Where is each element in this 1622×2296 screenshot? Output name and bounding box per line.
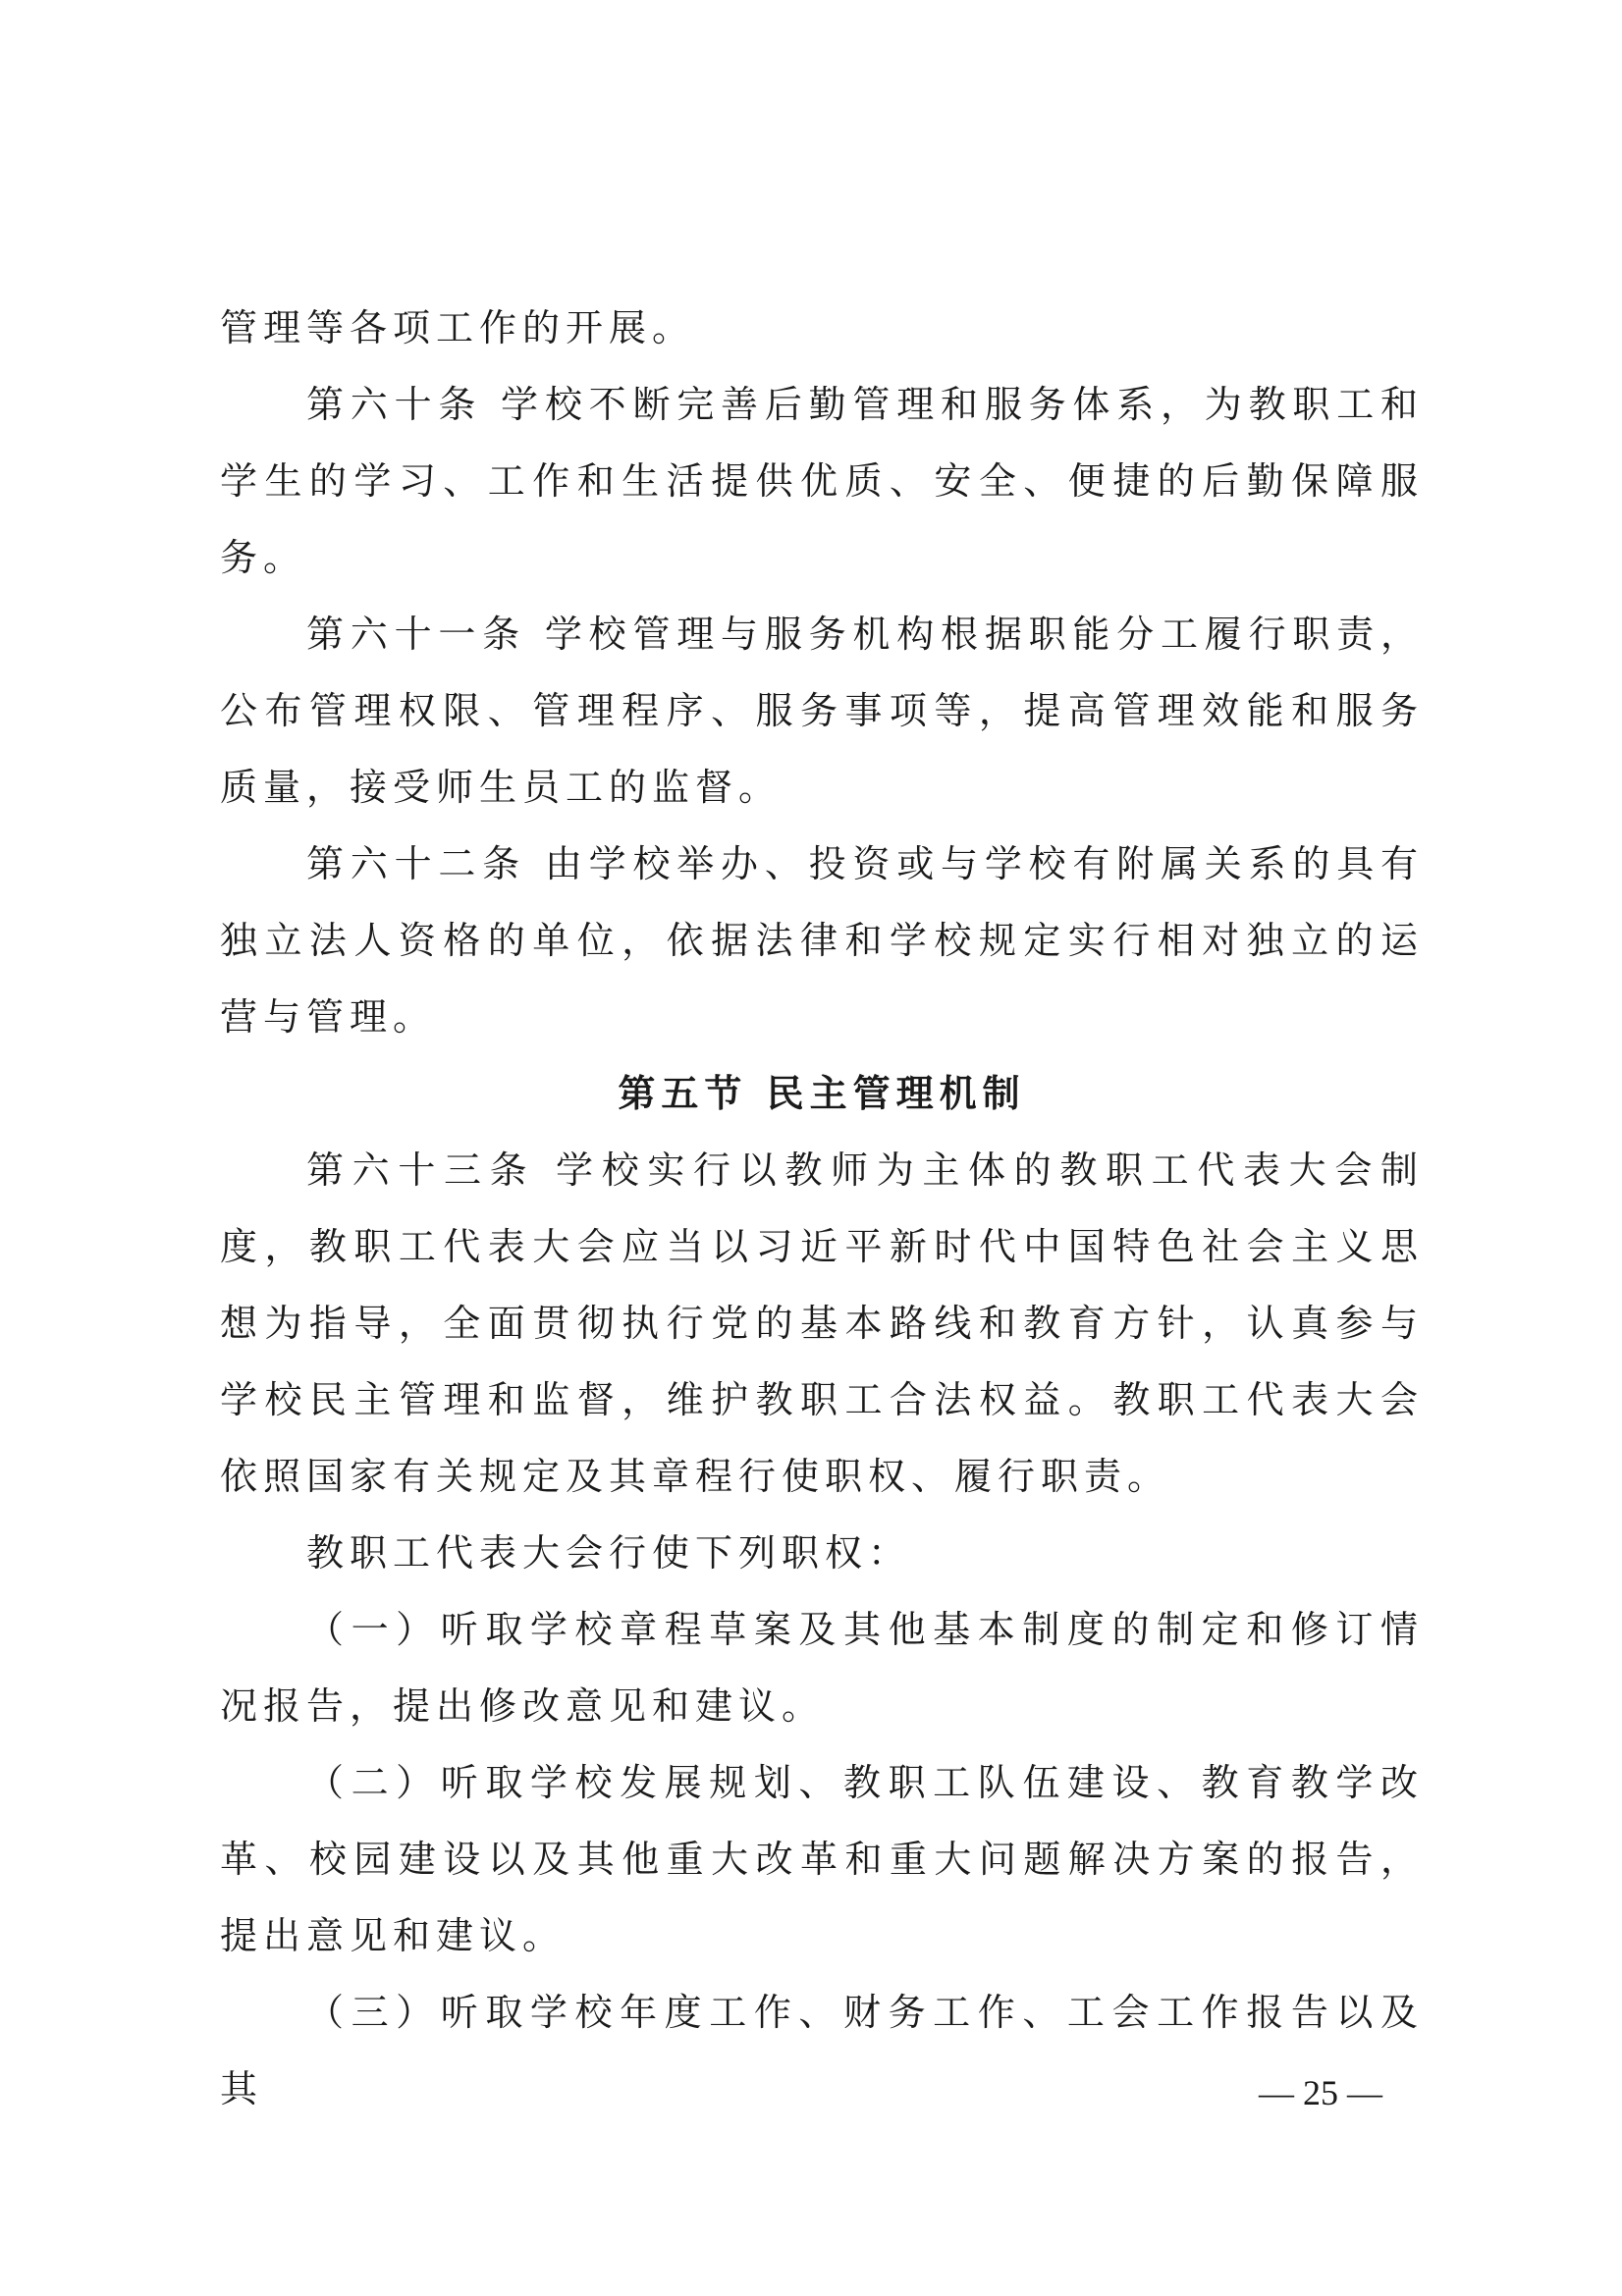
- article-62: 第六十二条 由学校举办、投资或与学校有附属关系的具有独立法人资格的单位，依据法律和学校规定实行相对独立的运营与管理。: [220, 842, 1424, 1039]
- article-60: 第六十条 学校不断完善后勤管理和服务体系，为教职工和学生的学习、工作和生活提供优质、安全、便捷的后勤保障服务。: [220, 383, 1424, 579]
- article-63: 第六十三条 学校实行以教师为主体的教职工代表大会制度，教职工代表大会应当以习近平新时代中国特色社会主义思想为指导，全面贯彻执行党的基本路线和教育方针，认真参与学校民主管理和监督，维护教职工合法权益。教职工代表大会依照国家有关规定及其章程行使职权、履行职责。: [220, 1148, 1424, 1498]
- document-body: [220, 290, 1424, 2127]
- power-item-1: （一）听取学校章程草案及其他基本制度的制定和修订情况报告，提出修改意见和建议。: [220, 1608, 1424, 1728]
- article-61: 第六十一条 学校管理与服务机构根据职能分工履行职责，公布管理权限、管理程序、服务事项等，提高管理效能和服务质量，接受师生员工的监督。: [220, 613, 1424, 809]
- paragraph-continuation: 管理等各项工作的开展。: [220, 306, 696, 349]
- power-item-3: （三）听取学校年度工作、财务工作、工会工作报告以及其: [220, 1991, 1424, 2110]
- section-heading: 第五节 民主管理机制: [618, 1072, 1026, 1115]
- power-item-2: （二）听取学校发展规划、教职工队伍建设、教育教学改革、校园建设以及其他重大改革和重大问题解决方案的报告，提出意见和建议。: [220, 1761, 1424, 1957]
- powers-intro: 教职工代表大会行使下列职权：: [306, 1531, 912, 1575]
- page-number: — 25 —: [1259, 2073, 1382, 2112]
